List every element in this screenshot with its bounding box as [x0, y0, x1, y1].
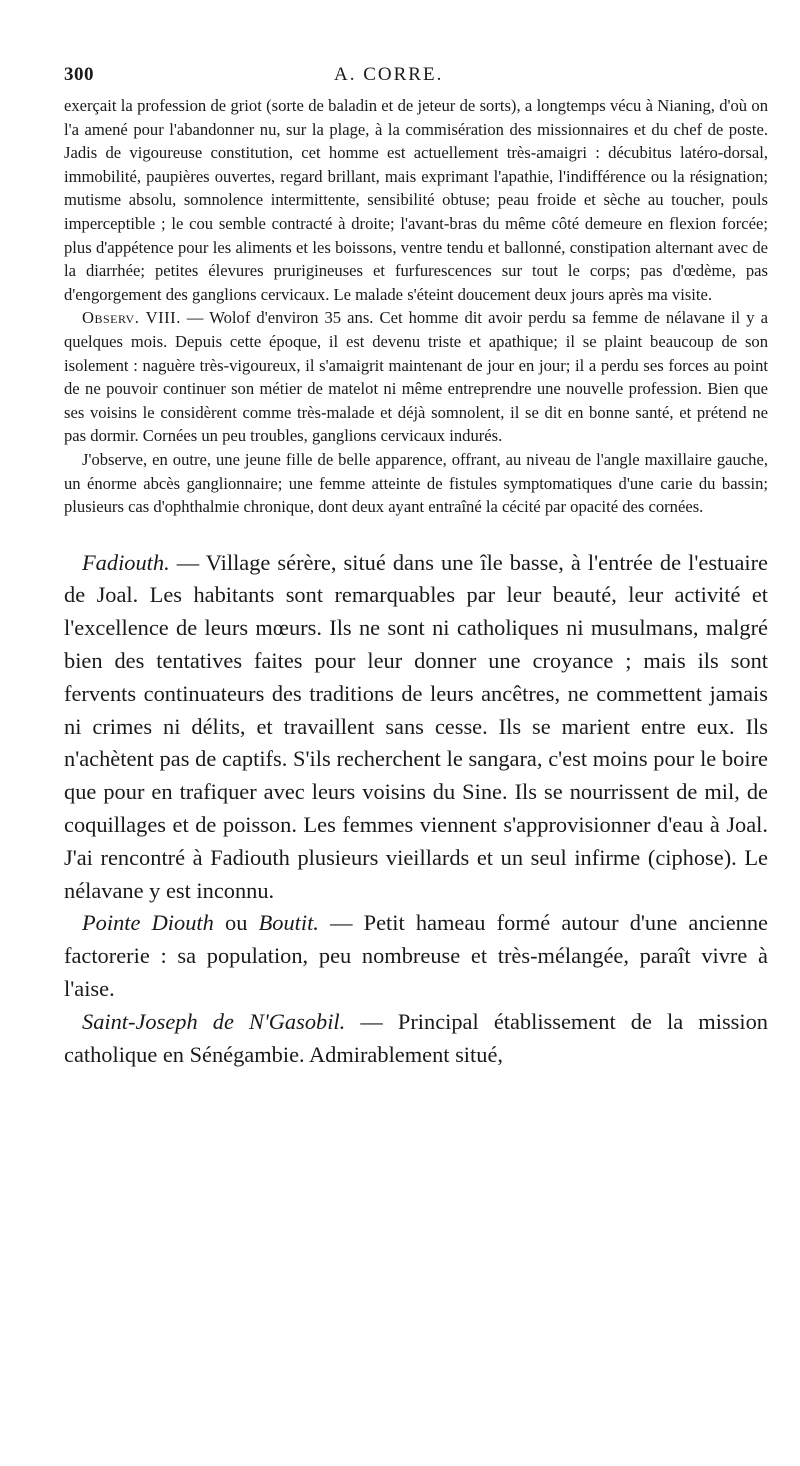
pointe-diouth-paragraph: [64, 907, 768, 1005]
place-connector: ou: [213, 910, 259, 936]
paragraph-text: — Petit hameau formé autour d'une ancienne factorerie : sa population, peu nombreuse et très-mélangée, paraît vivre à l'aise.: [64, 910, 768, 1002]
page-number: 300: [64, 64, 94, 85]
paragraph-text: — Village sérère, situé dans une île basse, à l'entrée de l'estuaire de Joal. Les habitants sont remarquables par leur beauté, leur activité et l'excellence de leurs mœurs. Ils ne sont ni catholiques ni musulmans, malgré bien des tentatives faites pour leur donner une croyance ; mais ils sont fervents continuateurs des traditions de leurs ancêtres, ne commettent jamais ni crimes ni délits, et travaillent sans cesse. Ils se marient entre eux. Ils n'achètent pas de captifs. S'ils recherchent le sangara, c'est moins pour le boire que pour en trafiquer avec leurs voisins du Sine. Ils se nourrissent de mil, de coquillages et de poisson. Les femmes viennent s'approvisionner d'eau à Joal. J'ai rencontré à Fadiouth plusieurs vieillards et un seul infirme (ciphose). Le nélavane y est inconnu.: [64, 549, 768, 903]
place-name: Fadiouth.: [82, 549, 170, 575]
page-header: [64, 64, 768, 94]
place-name: Saint-Joseph de N'Gasobil.: [82, 1008, 346, 1034]
paragraph-text: — Principal établissement de la mission catholique en Sénégambie. Admirablement situé,: [64, 1008, 768, 1067]
paragraph-text: — Wolof d'environ 35 ans. Cet homme dit avoir perdu sa femme de nélavane il y a quelques mois. Depuis cette époque, il est devenu triste et apathique; il se plaint beaucoup de son isolement : naguère très-vigoureux, il s'amaigrit maintenant de jour en jour; il a perdu ses forces au point de ne pouvoir continuer son métier de matelot ni même entreprendre une nouvelle profession. Bien que ses voisins le considèrent comme très-malade et déjà somnolent, il se dit en bonne santé, et prétend ne pas dormir. Cornées un peu troubles, ganglions cervicaux indurés.: [64, 308, 768, 446]
paragraph-text: J'observe, en outre, une jeune fille de belle apparence, offrant, au niveau de l'angle maxillaire gauche, un énorme abcès ganglionnaire; une femme atteinte de fistules symptomatiques d'une carie du bassin; plusieurs cas d'ophthalmie chronique, dont deux ayant entraîné la cécité par opacité des cornées.: [64, 449, 768, 517]
running-head: A. CORRE.: [334, 64, 444, 85]
additional-cases-paragraph: [64, 448, 768, 519]
observation-paragraph: [64, 94, 768, 306]
place-name-alt: Boutit.: [258, 910, 319, 936]
observation-viii-paragraph: [64, 306, 768, 448]
observation-label: Observ. VIII.: [82, 308, 181, 328]
fadiouth-paragraph: [64, 547, 768, 908]
paragraph-text: exerçait la profession de griot (sorte de baladin et de jeteur de sorts), a longtemps vécu à Nianing, d'où on l'a amené pour l'abandonner nu, sur la plage, à la commisération des missionnaires et du chef de poste. Jadis de vigoureuse constitution, cet homme est actuellement très-amaigri : décubitus latéro-dorsal, immobilité, paupières ouvertes, regard brillant, mais exprimant l'apathie, l'indifférence ou la résignation; mutisme absolu, somnolence intermittente, sensibilité obtuse; peau froide et sèche au toucher, pouls imperceptible ; le cou semble contracté à droite; l'avant-bras du même côté demeure en flexion forcée; plus d'appétence pour les aliments et les boissons, ventre tendu et ballonné, constipation alternant avec de la diarrhée; petites élevures prurigineuses et furfurescences sur tout le corps; pas d'œdème, pas d'engorgement des ganglions cervicaux. Le malade s'éteint doucement deux jours après ma visite.: [64, 96, 768, 304]
saint-joseph-paragraph: [64, 1006, 768, 1072]
book-page: [64, 64, 768, 1071]
place-name: Pointe Diouth: [82, 910, 214, 936]
